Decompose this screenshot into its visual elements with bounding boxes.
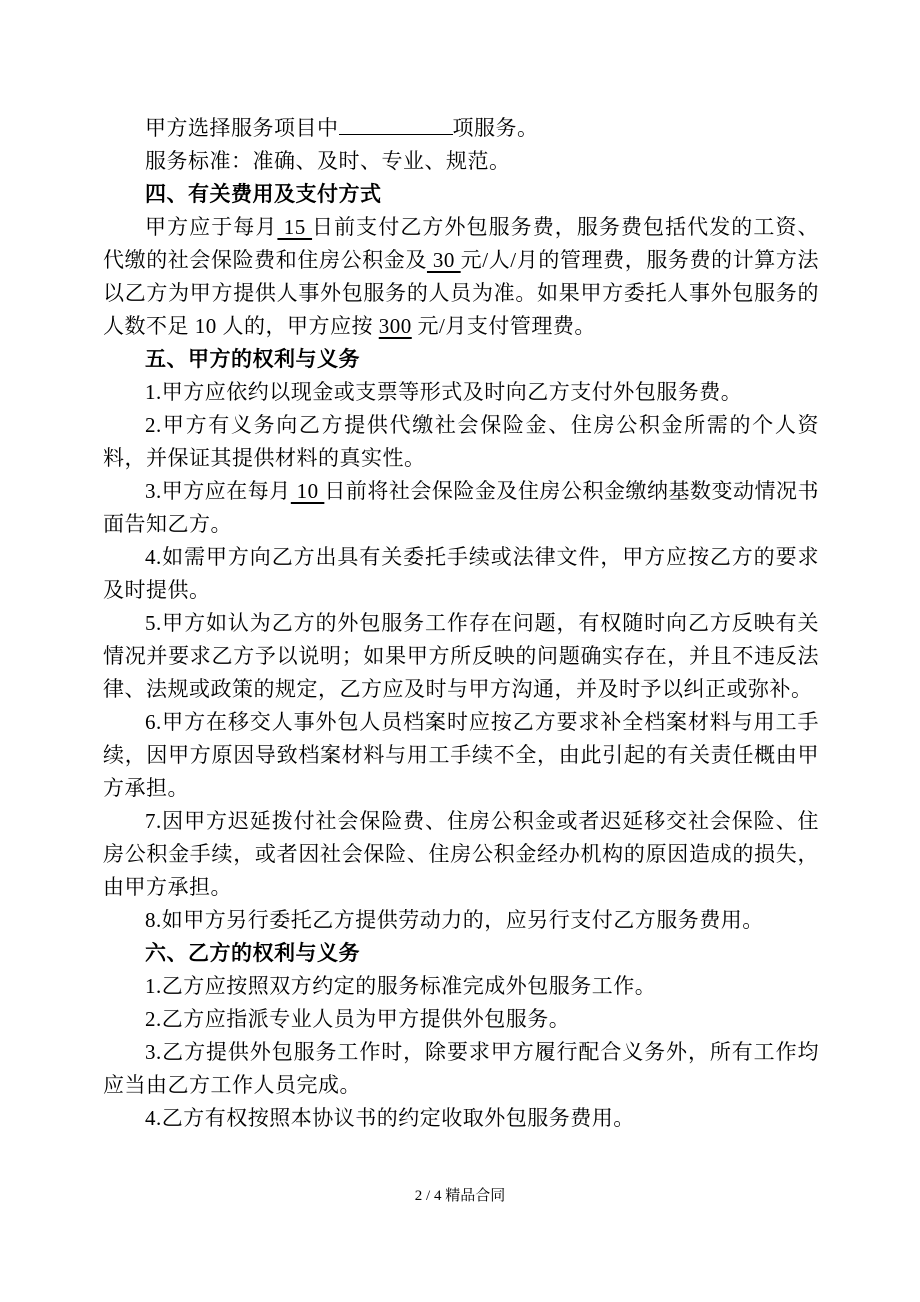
text-run: 六、乙方的权利与义务 bbox=[145, 941, 360, 965]
paragraph bbox=[103, 607, 819, 706]
underlined-value: 300 bbox=[378, 314, 412, 338]
paragraph bbox=[103, 706, 819, 805]
fill-in-blank bbox=[339, 113, 453, 135]
paragraph bbox=[103, 904, 819, 937]
underlined-value: 30 bbox=[426, 248, 461, 272]
paragraph bbox=[103, 145, 819, 178]
section-heading bbox=[103, 937, 819, 970]
text-run: 5.甲方如认为乙方的外包服务工作存在问题，有权随时向乙方反映有关情况并要求乙方予以说明；如果甲方所反映的问题确实存在，并且不违反法律、法规或政策的规定，乙方应及时与甲方沟通，并及时予以纠正或弥补。 bbox=[103, 611, 819, 701]
text-run: 4.如需甲方向乙方出具有关委托手续或法律文件，甲方应按乙方的要求及时提供。 bbox=[103, 545, 819, 602]
paragraph bbox=[103, 211, 819, 343]
text-run: 1.甲方应依约以现金或支票等形式及时向乙方支付外包服务费。 bbox=[145, 380, 743, 404]
text-run: 3.乙方提供外包服务工作时，除要求甲方履行配合义务外，所有工作均应当由乙方工作人员完成。 bbox=[103, 1040, 819, 1097]
document-body bbox=[103, 112, 819, 1135]
section-heading bbox=[103, 178, 819, 211]
paragraph bbox=[103, 1036, 819, 1102]
paragraph bbox=[103, 475, 819, 541]
text-run: 6.甲方在移交人事外包人员档案时应按乙方要求补全档案材料与用工手续，因甲方原因导致档案材料与用工手续不全，由此引起的有关责任概由甲方承担。 bbox=[103, 710, 819, 800]
page-footer bbox=[0, 1186, 920, 1206]
paragraph bbox=[103, 376, 819, 409]
text-run: 8.如甲方另行委托乙方提供劳动力的，应另行支付乙方服务费用。 bbox=[145, 908, 764, 932]
text-run: 服务标准：准确、及时、专业、规范。 bbox=[145, 149, 511, 173]
text-run: 2.甲方有义务向乙方提供代缴社会保险金、住房公积金所需的个人资料，并保证其提供材料的真实性。 bbox=[103, 413, 819, 470]
text-run: 项服务。 bbox=[452, 116, 539, 140]
text-run: 四、有关费用及支付方式 bbox=[145, 182, 382, 206]
text-run: 元/人/月的管理费，服务费的计算方法以乙方为甲方提供人事外包服务的人员为准。如果甲方委托人事外包服务的人数不足 10 人的，甲方应按 bbox=[103, 248, 820, 338]
text-run: 3.甲方应在每月 bbox=[145, 479, 291, 503]
underlined-value: 15 bbox=[277, 215, 313, 239]
paragraph bbox=[103, 541, 819, 607]
text-run: 4.乙方有权按照本协议书的约定收取外包服务费用。 bbox=[145, 1106, 635, 1130]
page-number-label: 2 / 4 精品合同 bbox=[414, 1188, 506, 1204]
paragraph bbox=[103, 805, 819, 904]
section-heading bbox=[103, 343, 819, 376]
paragraph bbox=[103, 1102, 819, 1135]
underlined-value: 10 bbox=[290, 479, 325, 503]
paragraph bbox=[103, 409, 819, 475]
paragraph bbox=[103, 112, 819, 145]
text-run: 2.乙方应指派专业人员为甲方提供外包服务。 bbox=[145, 1007, 571, 1031]
text-run: 元/月支付管理费。 bbox=[411, 314, 596, 338]
text-run: 日前将社会保险金及住房公积金缴纳基数变动情况书面告知乙方。 bbox=[103, 479, 820, 536]
text-run: 五、甲方的权利与义务 bbox=[145, 347, 360, 371]
paragraph bbox=[103, 970, 819, 1003]
text-run: 甲方应于每月 bbox=[145, 215, 278, 239]
text-run: 日前支付乙方外包服务费，服务费包括代发的工资、代缴的社会保险费和住房公积金及 bbox=[103, 215, 820, 272]
text-run: 1.乙方应按照双方约定的服务标准完成外包服务工作。 bbox=[145, 974, 657, 998]
text-run: 甲方选择服务项目中 bbox=[145, 116, 339, 140]
text-run: 7.因甲方迟延拨付社会保险费、住房公积金或者迟延移交社会保险、住房公积金手续，或者因社会保险、住房公积金经办机构的原因造成的损失，由甲方承担。 bbox=[103, 809, 819, 899]
paragraph bbox=[103, 1003, 819, 1036]
